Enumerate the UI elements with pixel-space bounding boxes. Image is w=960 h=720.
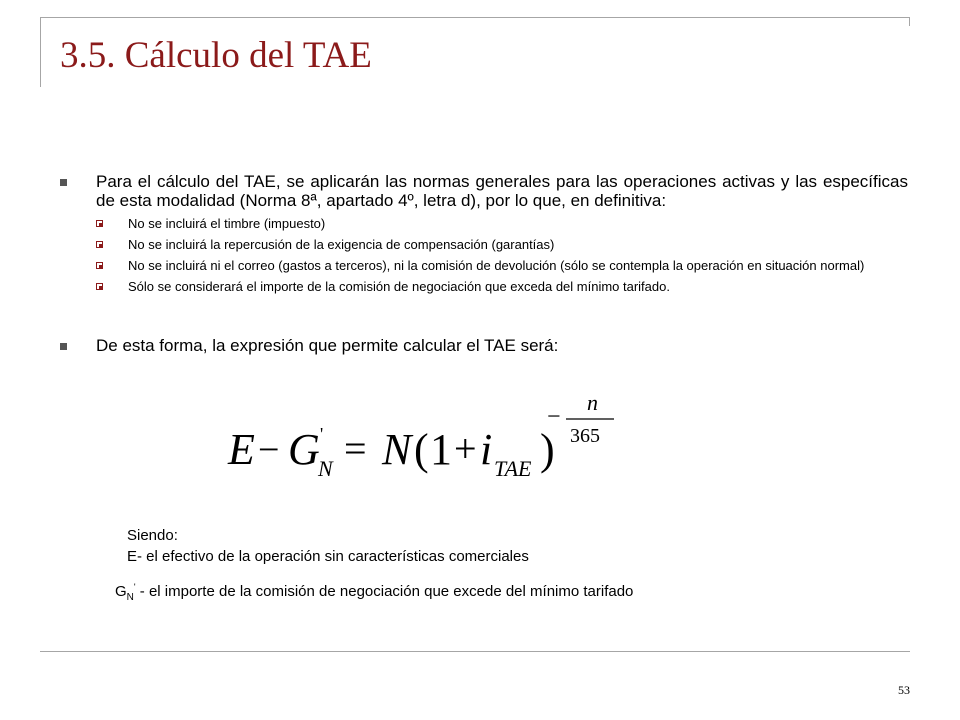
formula-i-sub: TAE — [494, 456, 532, 481]
sub-bullet-text: No se incluirá el timbre (impuesto) — [128, 216, 326, 231]
formula-one: 1 — [430, 425, 452, 474]
bullet-text: Para el cálculo del TAE, se aplicarán las normas generales para las operaciones activas y las específicas de esta modalidad (Norma 8ª, apartado 4º, letra d), por lo que, en definitiva: — [96, 172, 908, 210]
sub-bullet-item — [96, 237, 908, 252]
right-rule — [909, 17, 910, 26]
sub-bullet-item — [96, 216, 908, 231]
bullet-text: De esta forma, la expresión que permite calcular el TAE será: — [96, 336, 559, 355]
bottom-rule — [40, 651, 910, 652]
formula-exp-minus: − — [547, 404, 561, 430]
bullet-square-icon — [60, 343, 67, 350]
formula-exp-num: n — [587, 390, 598, 415]
definition-G-sub: N — [126, 592, 134, 603]
definition-G-text: - el importe de la comisión de negociación que excede del mínimo tarifado — [135, 583, 634, 600]
sub-bullet-list — [96, 216, 908, 300]
definitions-intro: Siendo: — [127, 527, 178, 544]
sub-bullet-text: No se incluirá la repercusión de la exigencia de compensación (garantías) — [128, 237, 555, 252]
bullet-item — [60, 172, 908, 210]
formula-N: N — [382, 425, 412, 474]
definition-G-symbol: G — [115, 583, 127, 600]
left-rule — [40, 17, 41, 87]
slide-title: 3.5. Cálculo del TAE — [60, 35, 372, 76]
formula-i: i — [480, 425, 493, 474]
tae-formula — [222, 388, 622, 488]
formula-minus: − — [258, 429, 280, 471]
formula-E: E — [228, 425, 255, 474]
sub-bullet-item — [96, 258, 908, 273]
sub-bullet-text: No se incluirá ni el correo (gastos a terceros), ni la comisión de devolución (sólo se contempla la operación en situación normal) — [128, 258, 865, 273]
formula-paren-close: ) — [540, 425, 555, 474]
bullet-square-icon — [60, 179, 67, 186]
checkbox-bullet-icon — [96, 283, 103, 290]
definition-G-prime: ' — [133, 582, 136, 592]
checkbox-bullet-icon — [96, 220, 103, 227]
formula-G-prime: ' — [320, 424, 324, 444]
definition-E: E- el efectivo de la operación sin características comerciales — [127, 548, 529, 565]
formula-G: G — [288, 425, 320, 474]
sub-bullet-text: Sólo se considerará el importe de la comisión de negociación que exceda del mínimo tarifado. — [128, 279, 670, 294]
definition-G — [115, 578, 633, 607]
sub-bullet-item — [96, 279, 908, 294]
formula-equals: = — [344, 426, 367, 471]
bullet-item — [60, 336, 908, 355]
formula-paren-open: ( — [414, 425, 429, 474]
checkbox-bullet-icon — [96, 241, 103, 248]
top-rule — [40, 17, 910, 18]
formula-exp-den: 365 — [570, 425, 600, 447]
page-number: 53 — [898, 683, 910, 697]
checkbox-bullet-icon — [96, 262, 103, 269]
formula-plus: + — [454, 426, 477, 471]
formula-G-sub: N — [318, 456, 333, 481]
